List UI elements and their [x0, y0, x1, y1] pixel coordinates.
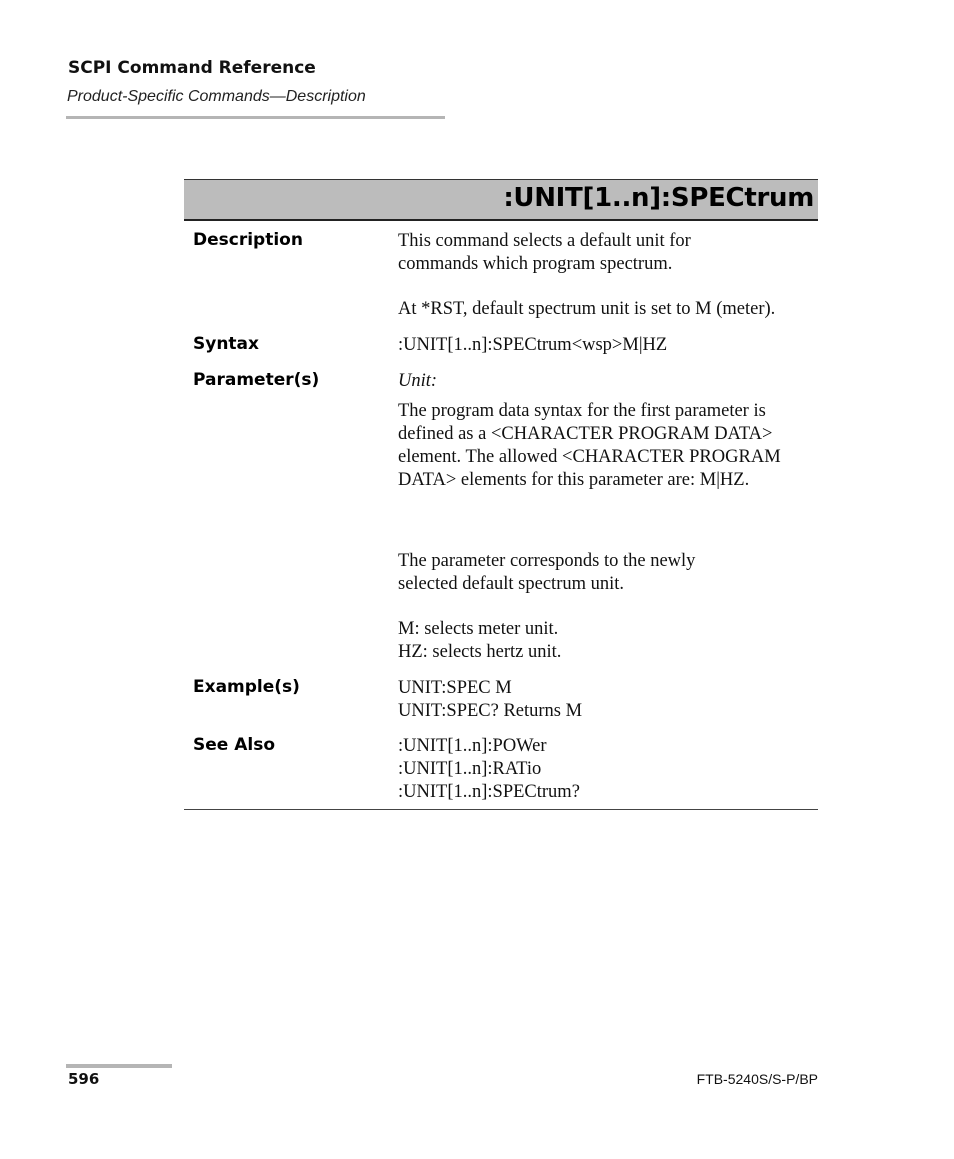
parameter-line: M: selects meter unit.: [398, 619, 559, 639]
parameter-line: DATA> elements for this parameter are: M|HZ.: [398, 470, 750, 490]
parameter-line: The parameter corresponds to the newly: [398, 551, 696, 571]
parameters-text: [398, 370, 818, 664]
see-also-item: :UNIT[1..n]:RATio: [398, 759, 542, 779]
example-line: UNIT:SPEC M: [398, 678, 512, 698]
section-title: SCPI Command Reference: [68, 58, 316, 78]
example-line: UNIT:SPEC? Returns M: [398, 701, 583, 721]
table-bottom-rule: [184, 809, 818, 810]
parameter-name: Unit:: [398, 371, 438, 391]
command-title-bar: [184, 179, 818, 221]
parameter-line: HZ: selects hertz unit.: [398, 642, 562, 662]
description-line: This command selects a default unit for: [398, 231, 691, 251]
see-also-label: See Also: [193, 735, 276, 755]
header-divider: [66, 116, 445, 119]
description-line: At *RST, default spectrum unit is set to M (meter).: [398, 299, 776, 319]
parameter-line: defined as a <CHARACTER PROGRAM DATA>: [398, 424, 773, 444]
see-also-item: :UNIT[1..n]:POWer: [398, 736, 547, 756]
description-text: [398, 230, 818, 321]
syntax-text: [398, 334, 818, 357]
page-number: 596: [68, 1070, 100, 1088]
parameters-label: Parameter(s): [193, 370, 320, 390]
section-subtitle: Product-Specific Commands—Description: [67, 88, 366, 105]
description-label: Description: [193, 230, 303, 250]
examples-text: [398, 677, 818, 723]
see-also-item: :UNIT[1..n]:SPECtrum?: [398, 782, 580, 802]
command-title: :UNIT[1..n]:SPECtrum: [503, 183, 814, 213]
footer-divider: [66, 1064, 172, 1068]
description-line: commands which program spectrum.: [398, 254, 673, 274]
product-name: FTB-5240S/S-P/BP: [696, 1071, 818, 1087]
parameter-line: element. The allowed <CHARACTER PROGRAM: [398, 447, 781, 467]
parameter-line: selected default spectrum unit.: [398, 574, 625, 594]
parameter-line: The program data syntax for the first parameter is: [398, 401, 766, 421]
examples-label: Example(s): [193, 677, 300, 697]
syntax-value: :UNIT[1..n]:SPECtrum<wsp>M|HZ: [398, 335, 668, 355]
see-also-text: [398, 735, 818, 804]
syntax-label: Syntax: [193, 334, 259, 354]
